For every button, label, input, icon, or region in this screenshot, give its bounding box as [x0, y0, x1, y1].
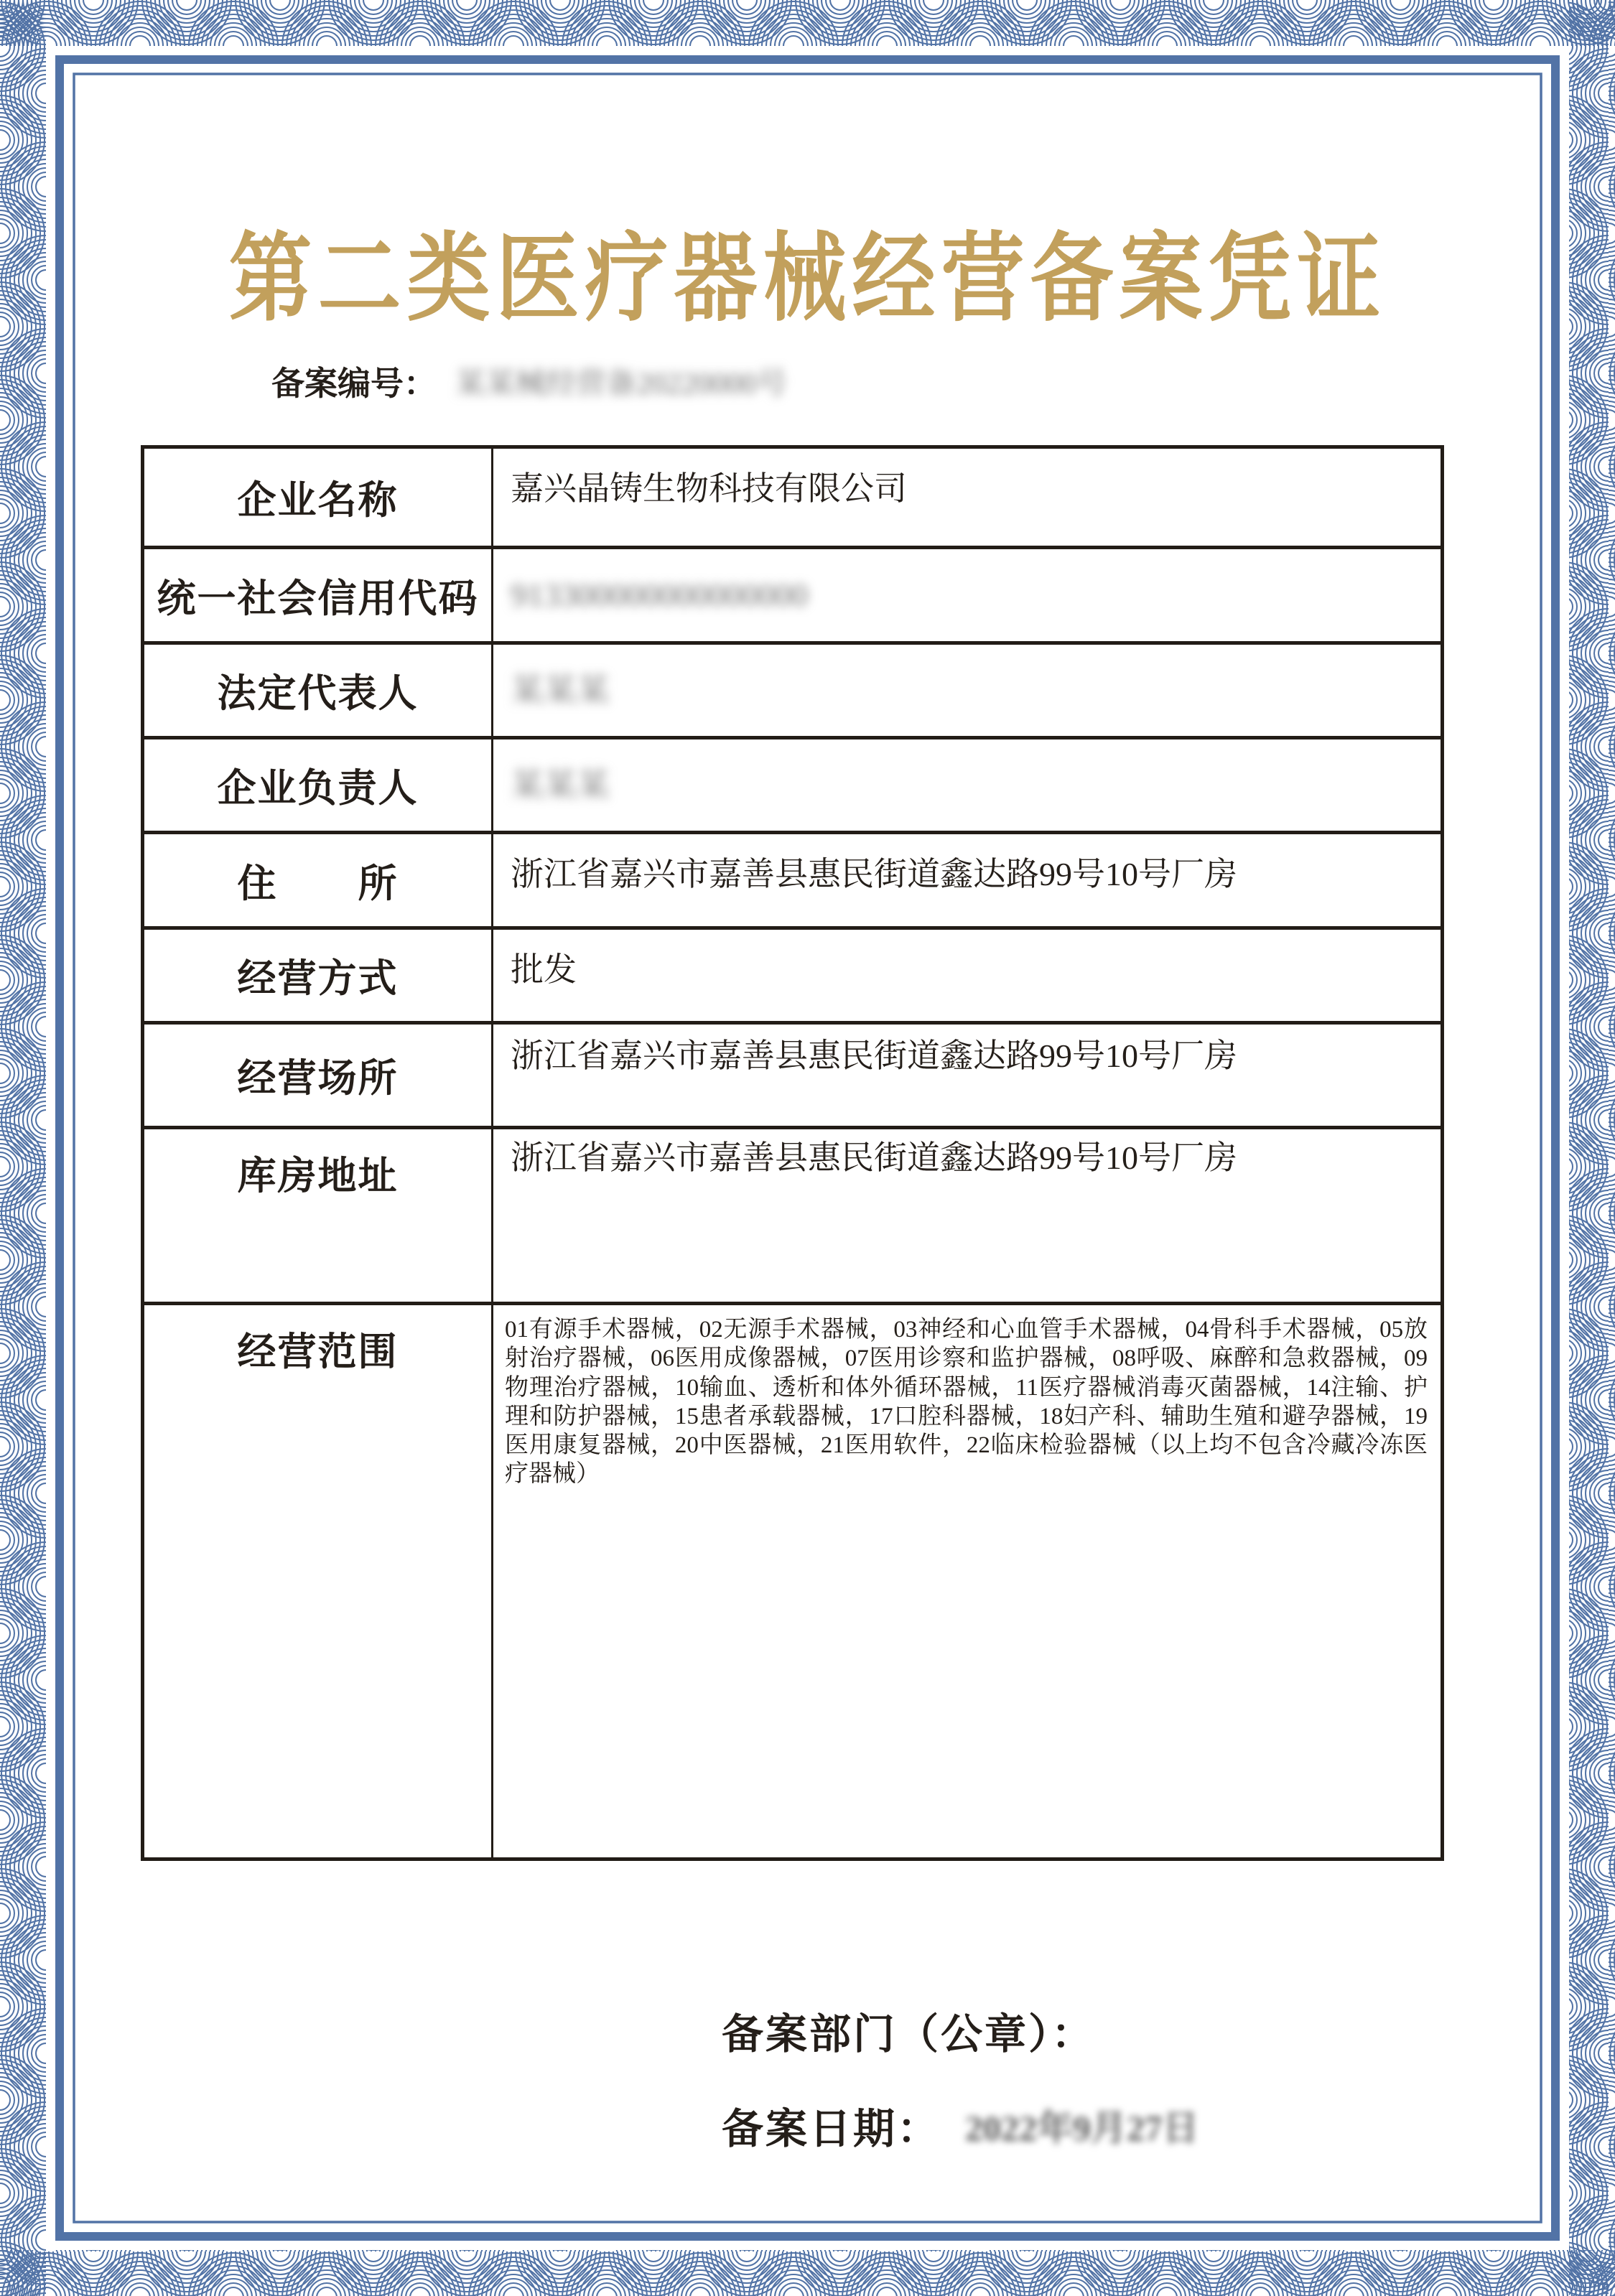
value-business-premises: 浙江省嘉兴市嘉善县惠民街道鑫达路99号10号厂房: [511, 1037, 1237, 1074]
certificate-title: 第二类医疗器械经营备案凭证: [228, 226, 1387, 334]
table-row-warehouse-address: [144, 1126, 1441, 1302]
filing-number-line: [271, 358, 829, 405]
filing-date-value-masked: 2022年9月27日: [965, 2108, 1199, 2148]
table-row-credit-code: [144, 546, 1441, 641]
value-company-principal: [493, 739, 1441, 831]
filing-date-line: [722, 2095, 1199, 2155]
filing-department-line: 备案部门（公章）：: [722, 2011, 1096, 2058]
filing-date-label: 备案日期：: [722, 2106, 941, 2152]
value-domicile: 浙江省嘉兴市嘉善县惠民街道鑫达路99号10号厂房: [511, 856, 1237, 892]
label-business-scope: 经营范围: [144, 1305, 493, 1857]
table-row-legal-representative: [144, 641, 1441, 736]
credit-code-masked-text: 913300000000000000: [511, 577, 808, 614]
value-company-name: 嘉兴晶铸生物科技有限公司: [511, 470, 907, 507]
label-warehouse-address: 库房地址: [144, 1129, 493, 1302]
label-domicile: 住 所: [144, 834, 493, 926]
value-business-scope: 01有源手术器械，02无源手术器械，03神经和心血管手术器械，04骨科手术器械，05放射治疗器械，06医用成像器械，07医用诊察和监护器械，08呼吸、麻醉和急救器械，09物理治疗器械，10输血、透析和体外循环器械，11医疗器械消毒灭菌器械，14注输、护理和防护器械，15患者承载器械，17口腔科器械，18妇产科、辅助生殖和避孕器械，19医用康复器械，20中医器械，21医用软件，22临床检验器械（以上均不包含冷藏冷冻医疗器械）: [505, 1317, 1428, 1488]
value-business-mode: 批发: [511, 951, 577, 988]
value-legal-representative: [493, 645, 1441, 736]
table-row-domicile: [144, 831, 1441, 926]
table-row-business-scope: [144, 1302, 1441, 1857]
table-row-business-mode: [144, 926, 1441, 1021]
label-legal-representative: 法定代表人: [144, 645, 493, 736]
filing-number-value-masked: 某某械经营备20220000号: [455, 368, 788, 401]
label-company-principal: 企业负责人: [144, 739, 493, 831]
company-principal-masked-text: 某某某: [511, 766, 610, 803]
table-row-business-premises: [144, 1021, 1441, 1126]
value-credit-code: [493, 549, 1441, 641]
filing-number-label: 备案编号：: [271, 365, 437, 402]
legal-representative-masked-text: 某某某: [511, 671, 610, 709]
label-business-mode: 经营方式: [144, 930, 493, 1021]
certificate-table: [141, 445, 1444, 1861]
table-row-company-name: [144, 449, 1441, 546]
value-warehouse-address: 浙江省嘉兴市嘉善县惠民街道鑫达路99号10号厂房: [511, 1139, 1237, 1176]
label-credit-code: 统一社会信用代码: [144, 549, 493, 641]
label-company-name: 企业名称: [144, 449, 493, 546]
table-row-company-principal: [144, 736, 1441, 831]
label-business-premises: 经营场所: [144, 1025, 493, 1126]
